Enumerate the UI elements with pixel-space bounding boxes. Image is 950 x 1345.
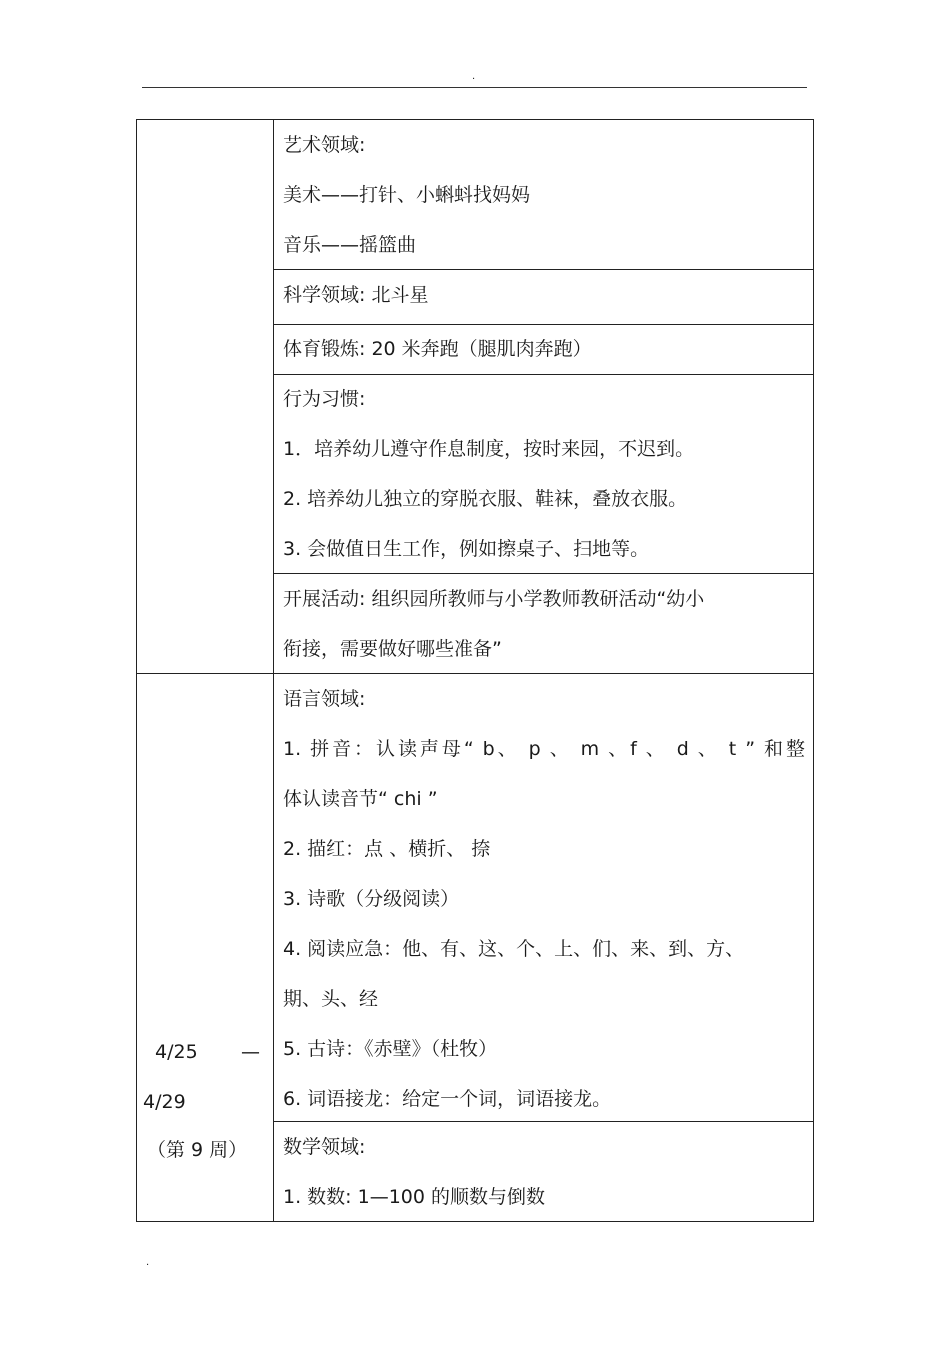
language-line: 1. 拼音：认读声母“ b、 p 、 m 、f 、 d 、 t ” 和整: [283, 738, 805, 760]
science-cell: [283, 270, 805, 320]
math-cell: [283, 1122, 805, 1222]
header-rule: [142, 87, 807, 88]
language-line: 2. 描红：点 、横折、 捺: [283, 838, 491, 860]
week-cell: [137, 120, 273, 1221]
habit-cell: [283, 374, 805, 574]
header-dot: .: [472, 71, 476, 82]
plan-table: [136, 119, 814, 1222]
art-line: 美术——打针、小蝌蚪找妈妈: [283, 184, 531, 206]
week-label: （第 9 周）: [147, 1139, 248, 1161]
language-title: 语言领域:: [283, 688, 366, 710]
language-line: 6. 词语接龙：给定一个词，词语接龙。: [283, 1088, 612, 1110]
language-line: 期、头、经: [283, 988, 379, 1010]
language-line: 4. 阅读应急：他、有、这、个、上、们、来、到、方、: [283, 938, 745, 960]
week-dash: —: [241, 1041, 260, 1063]
column-divider: [273, 120, 274, 1221]
habit-line: 3. 会做值日生工作，例如擦桌子、扫地等。: [283, 538, 650, 560]
math-line: 1. 数数: 1—100 的顺数与倒数: [283, 1186, 546, 1208]
habit-line: 1．培养幼儿遵守作息制度，按时来园，不迟到。: [283, 438, 695, 460]
habit-title: 行为习惯:: [283, 388, 366, 410]
language-line: 体认读音节“ chi ”: [283, 788, 438, 810]
activity-line: 开展活动: 组织园所教师与小学教师教研活动“幼小: [283, 588, 705, 610]
language-line: 5. 古诗：《赤壁》（杜牧）: [283, 1038, 498, 1060]
footer-dot: .: [146, 1257, 150, 1268]
language-cell: [283, 674, 805, 1124]
week-start: 4/25: [155, 1041, 198, 1063]
science-text: 科学领域: 北斗星: [283, 284, 429, 306]
art-title: 艺术领域:: [283, 134, 366, 156]
math-title: 数学领域:: [283, 1136, 366, 1158]
week-end: 4/29: [143, 1091, 186, 1113]
art-cell: [283, 120, 805, 270]
pe-text: 体育锻炼: 20 米奔跑（腿肌肉奔跑）: [283, 338, 592, 360]
activity-line: 衔接，需要做好哪些准备”: [283, 638, 502, 660]
activity-cell: [283, 574, 805, 674]
pe-cell: [283, 324, 805, 374]
language-line: 3. 诗歌（分级阅读）: [283, 888, 460, 910]
habit-line: 2. 培养幼儿独立的穿脱衣服、鞋袜，叠放衣服。: [283, 488, 688, 510]
art-line: 音乐——摇篮曲: [283, 234, 417, 256]
